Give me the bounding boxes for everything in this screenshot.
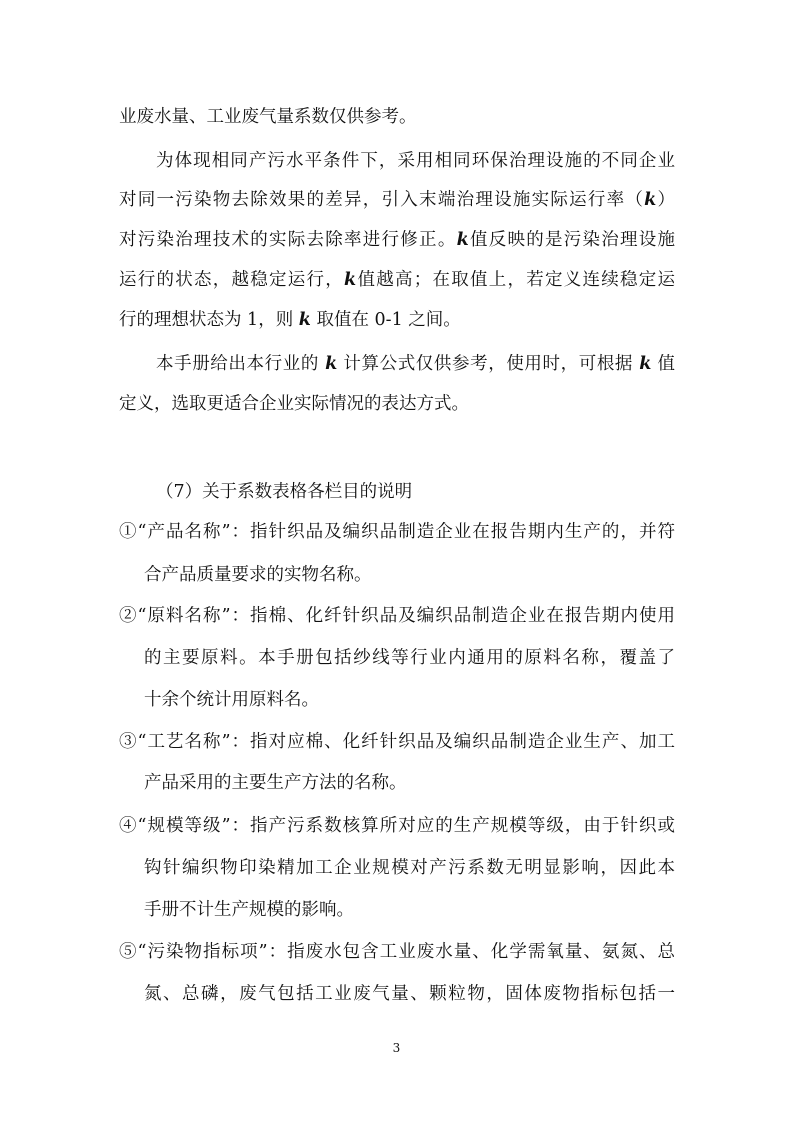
text-line-8: 定义，选取更适合企业实际情况的表达方式。 — [119, 394, 469, 414]
list-item-1-line-2: 合产品质量要求的实物名称。 — [144, 565, 372, 585]
list-item-4-line-1: ④“规模等级”：指产污系数核算所对应的生产规模等级，由于针织或 — [119, 816, 675, 836]
text-line-1: 业废水量、工业废气量系数仅供参考。 — [119, 107, 417, 127]
text-line-7: 本手册给出本行业的 k 计算公式仅供参考，使用时，可根据 k 值 — [156, 354, 675, 374]
text-line-2: 为体现相同产污水平条件下，采用相同环保治理设施的不同企业 — [156, 151, 675, 171]
list-item-5-line-2: 氮、总磷，废气包括工业废气量、颗粒物，固体废物指标包括一 — [144, 984, 675, 1004]
list-item-1-line-1: ①“产品名称”：指针织品及编织品制造企业在报告期内生产的，并符 — [119, 522, 675, 542]
text-line-3: 对同一污染物去除效果的差异，引入末端治理设施实际运行率（k） — [119, 190, 675, 210]
list-item-2-line-1: ②“原料名称”：指棉、化纤针织品及编织品制造企业在报告期内使用 — [119, 606, 675, 626]
list-item-5-line-1: ⑤“污染物指标项”：指废水包含工业废水量、化学需氧量、氨氮、总 — [119, 942, 675, 962]
list-item-4-line-2: 钩针编织物印染精加工企业规模对产污系数无明显影响，因此本 — [144, 858, 675, 878]
text-line-6: 行的理想状态为 1，则 k 取值在 0-1 之间。 — [119, 310, 461, 330]
list-item-4-line-3: 手册不计生产规模的影响。 — [144, 900, 354, 920]
list-item-2-line-2: 的主要原料。本手册包括纱线等行业内通用的原料名称，覆盖了 — [144, 648, 675, 668]
list-item-2-line-3: 十余个统计用原料名。 — [144, 690, 319, 710]
list-item-3-line-2: 产品采用的主要生产方法的名称。 — [144, 773, 407, 793]
section-heading: （7）关于系数表格各栏目的说明 — [156, 482, 413, 502]
text-line-4: 对污染治理技术的实际去除率进行修正。k值反映的是污染治理设施 — [119, 230, 675, 250]
page-number: 3 — [392, 1041, 401, 1055]
list-item-3-line-1: ③“工艺名称”：指对应棉、化纤针织品及编织品制造企业生产、加工 — [119, 732, 675, 752]
text-line-5: 运行的状态，越稳定运行，k值越高；在取值上，若定义连续稳定运 — [119, 270, 675, 290]
